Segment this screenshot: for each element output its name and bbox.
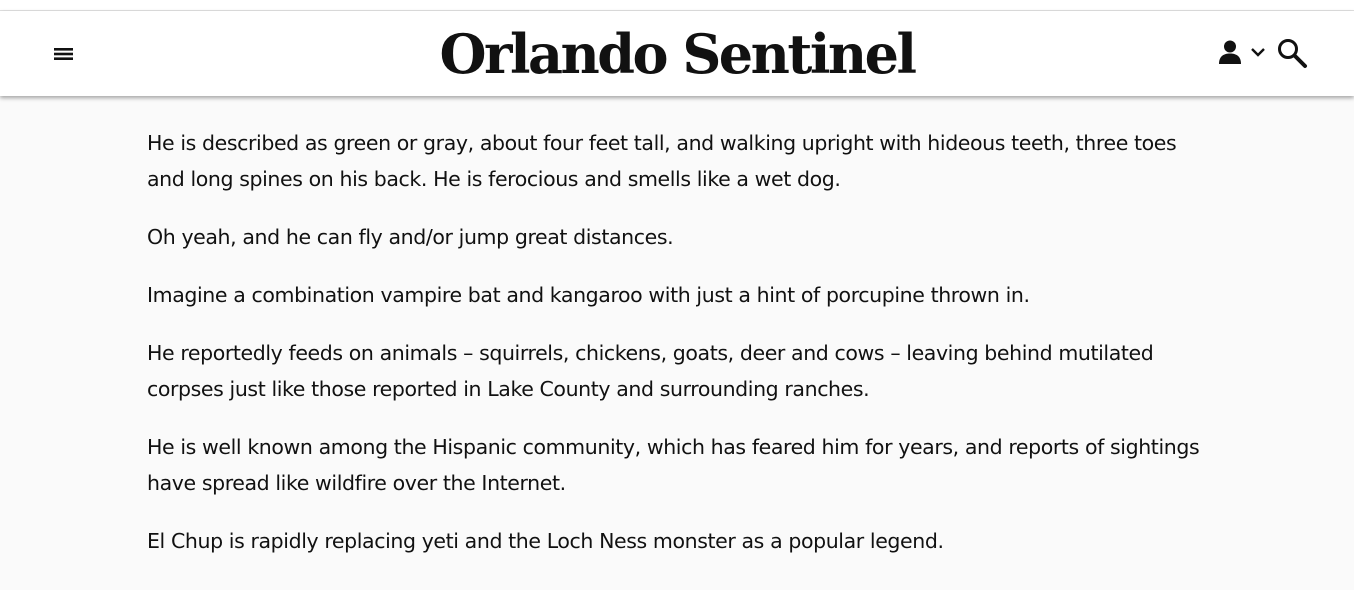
article-paragraph: Imagine a combination vampire bat and kangaroo with just a hint of porcupine thrown in.: [147, 283, 1030, 307]
article-paragraph: He reportedly feeds on animals – squirrels, chickens, goats, deer and cows – leaving behind mutilated corpses just like those reported in Lake County and surrounding ranches.: [147, 341, 1154, 401]
chevron-down-icon: [1250, 46, 1266, 58]
article-paragraph: He is well known among the Hispanic community, which has feared him for years, and reports of sightings have spread like wildfire over the Internet.: [147, 435, 1200, 495]
article-paragraph: El Chup is rapidly replacing yeti and the Loch Ness monster as a popular legend.: [147, 529, 944, 553]
site-logo[interactable]: Orlando Sentinel: [439, 22, 915, 86]
site-header: [0, 11, 1354, 96]
account-button[interactable]: [1216, 38, 1268, 68]
article-paragraph: He is described as green or gray, about four feet tall, and walking upright with hideous teeth, three toes and long spines on his back. He is ferocious and smells like a wet dog.: [147, 131, 1177, 191]
article-body: [147, 96, 1207, 590]
user-icon: [1216, 38, 1244, 66]
search-icon: [1276, 37, 1308, 69]
article-paragraph: Oh yeah, and he can fly and/or jump great distances.: [147, 225, 674, 249]
top-strip: [0, 0, 1354, 11]
search-button[interactable]: [1276, 37, 1308, 69]
